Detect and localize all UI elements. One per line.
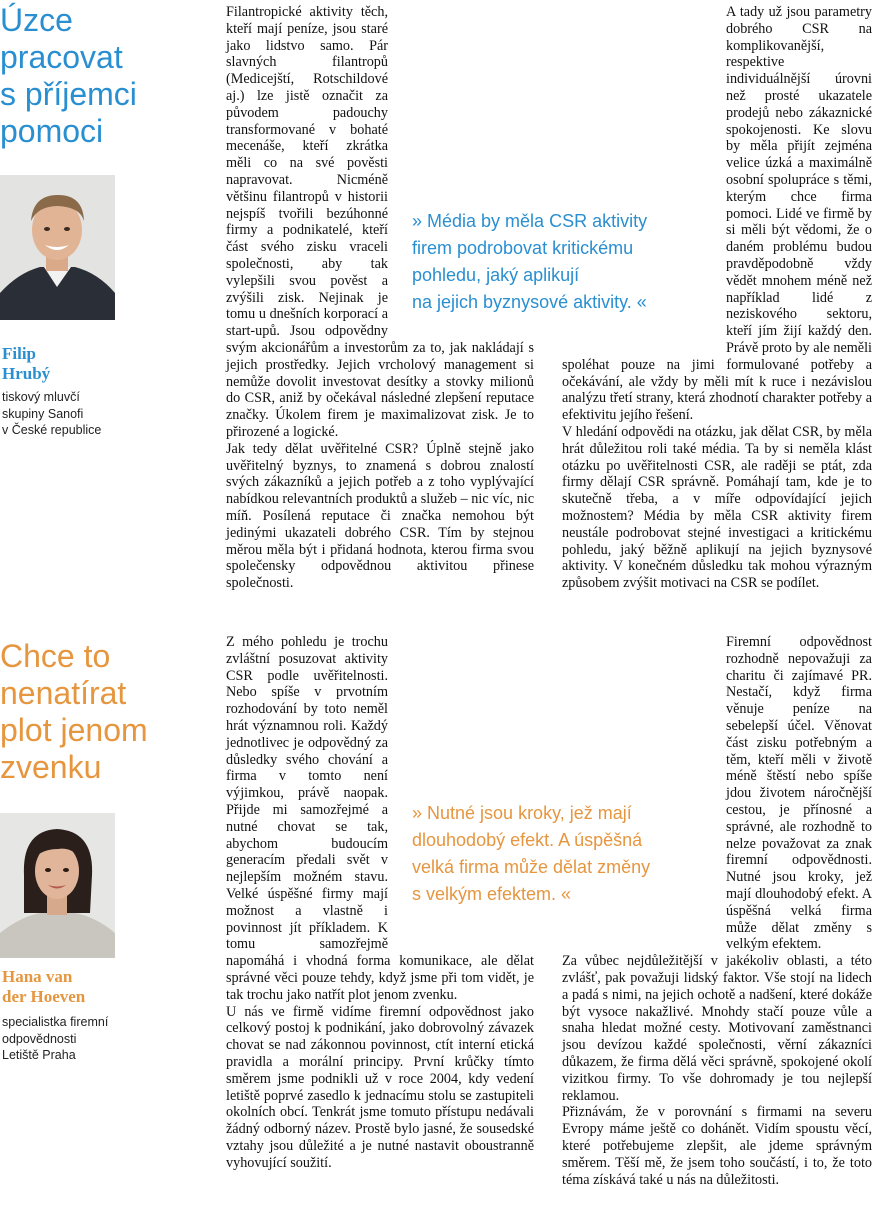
quote-line: » Nutné jsou kroky, jež mají (412, 803, 632, 823)
paragraph: Přiznávám, že v porovnání s firmami na severu Evropy máme ještě co dohánět. Vidím spoustu věcí, které potřebujeme zlepšit, ale jdeme správným směrem. Těší mě, že jsem toho součástí, i to, že toto téma získává také u nás na důležitosti. (562, 1104, 872, 1188)
title-line: pomoci (0, 113, 104, 149)
section-1-title (0, 2, 215, 150)
person-role-line: specialistka firemní (2, 1015, 109, 1029)
paragraph: Za vůbec nejdůležitější v jakékoliv oblasti, a této zvlášť, pak považuji lidský faktor. Vše stojí na lidech a padá s nimi, na jejich ochotě a nadšení, které dokáže být vysoce nakažlivé. Mnohdy stačí pouze vůle a snaha hledat možné cesty. Motivovaní zaměstnanci jsou devízou každé společnosti, věrní zákazníci důkazem, že firma dělá věci správně, spokojené okolí vizitkou firmy. To vše dohromady je tou nejlepší reklamou. (562, 953, 872, 1104)
article-column-right (562, 634, 872, 1188)
person-name-line: Hrubý (2, 364, 51, 383)
person-name-line: Filip (2, 344, 37, 363)
title-line: s příjemci (0, 76, 137, 112)
title-line: nenatírat (0, 675, 127, 711)
pull-quote (412, 208, 717, 316)
quote-line: dlouhodobý efekt. A úspěšná (412, 830, 643, 850)
portrait-photo-filip-hruby (0, 175, 115, 320)
person-name (2, 344, 212, 384)
person-role (2, 389, 212, 439)
person-role-line: v České republice (2, 423, 102, 437)
title-line: zvenku (0, 749, 102, 785)
person-role-line: Letiště Praha (2, 1048, 76, 1062)
paragraph: A tady už jsou parametry dobrého CSR na komplikovanější, respektive individuálnější úrovni než prosté ukazatele prodejů nebo zákaznické spokojenosti. Ke slovu by měla přijít zejména velice úzká a maximálně osobní spolupráce s těmi, kterým chce firma pomoci. Lidé ve firmě by si měli být vědomi, že o daném problému budou pravděpodobně vždy vědět mnohem méně než například lidé z neziskového sektoru, kteří jím žijí každý den. Právě proto by ale neměli spoléhat pouze na jimi formulované potřeby a očekávání, ale vždy by měli mít k ruce i nezávislou analýzu třetí strany, která zhodnotí charakter potřeby a efektivitu jejího řešení. (562, 4, 872, 424)
person-name-line: Hana van (2, 967, 73, 986)
quote-line: firem podrobovat kritickému (412, 238, 634, 258)
paragraph: V hledání odpovědi na otázku, jak dělat CSR, by měla hrát důležitou roli také média. Ta by si neměla klást otázku po uvěřitelnosti CSR, ale raději se ptát, zda firmy dělají CSR správně. Pomáhají tam, kde je to skutečně třeba, a v míře odpovídající jejich možnostem? Média by měla CSR aktivity firem neustále podrobovat stejné investigaci a kritickému pohledu, jaký běžně aplikují na jejich byznysové aktivity. V konečném důsledku tak mohou výrazným způsobem zvýšit motivaci na CSR se podílet. (562, 423, 872, 592)
title-line: Úzce (0, 2, 73, 38)
quote-line: na jejich byznysové aktivity. « (412, 292, 647, 312)
quote-line: velká firma může dělat změny (412, 857, 651, 877)
paragraph: Z mého pohledu je trochu zvláštní posuzovat aktivity CSR podle uvěřitelnosti. Nebo spíše v prvotním rozhodování by toto neměl hrát významnou roli. Každý jednotlivec je odpovědný za důsledky svého chování a firma v tomto není výjimkou, právě naopak. Přijde mi samozřejmé a nutné chovat se tak, abychom budoucím generacím předali svět v nejlepším možném stavu. Velké úspěšné firmy mají možnost a vlastně i povinnost jít příkladem. K tomu samozřejmě napomáhá i vhodná forma komunikace, ale dělat správné věci pouze tehdy, když jsme při tom vidět, je tak trochu jako natřít plot jenom zvenku. (226, 634, 534, 1003)
person-name (2, 967, 212, 1007)
paragraph: Firemní odpovědnost rozhodně nepovažuji za charitu či zajímavé PR. Nestačí, když firma věnuje peníze na sebelepší účel. Věnovat část zisku potřebným a těm, kteří měli v životě méně štěstí nebo spíše jdou životem náročnější cestou, je přínosné a správné, ale rozhodně to nelze považovat za znak firemní odpovědnosti. Nutné jsou kroky, jež mají dlouhodobý efekt. A úspěšná velká firma může dělat změny s velkým efektem. (726, 634, 872, 953)
person-role (2, 1014, 212, 1064)
paragraph: Jak tedy dělat uvěřitelné CSR? Úplně stejně jako uvěřitelný byznys, to znamená s dobrou znalostí svých zákazníků a jejich potřeb a z toho vyplývající nabídkou relevantních produktů a služeb – nic víc, nic míň. Posílená reputace či značka nemohou být jedinými ukazateli dobrého CSR. Tím by stejnou měrou měla být i přidaná hodnota, kterou firma svou společensky odpovědnou aktivitou přinese společnosti. (226, 440, 534, 592)
article-section-2 (0, 630, 874, 1205)
section-2-title (0, 638, 215, 786)
portrait-man-image (0, 175, 115, 320)
title-line: pracovat (0, 39, 123, 75)
title-line: Chce to (0, 638, 111, 674)
person-role-line: skupiny Sanofi (2, 406, 84, 421)
paragraph: Filantropické aktivity těch, kteří mají peníze, jsou staré jako lidstvo samo. Pár slavných filantropů (Medicejští, Rotschildové aj.) lze jistě označit za původem padouchy transformované v bohaté mecenáše, kteří zkrátka měli co na své pověsti napravovat. Nicméně většinu filantropů v historii nejspíš tvořili bezúhonné firmy a podnikatelé, kteří část svého zisku vraceli společnosti, aby tak vylepšili svou pověst a zvýšili zisk. Nejinak je tomu u dnešních korporací a start-upů. Jsou odpovědny svým akcionářům a investorům za to, jak nakládají s jejich prostředky. Jejich vrcholový management si nemůže dovolit investovat desítky a stovky milionů do CSR, aniž by očekával následné zlepšení reputace značky. Úkolem firem je maximalizovat zisk. Je to přirozené a logické. (226, 4, 534, 440)
person-role-line: odpovědnosti (2, 1031, 77, 1046)
person-name-line: der Hoeven (2, 987, 86, 1006)
portrait-woman-image (0, 813, 115, 958)
quote-line: s velkým efektem. « (412, 884, 572, 904)
portrait-photo-hana-van-der-hoeven (0, 813, 115, 958)
paragraph: U nás ve firmě vidíme firemní odpovědnost jako celkový postoj k podnikání, jako dobrovolný závazek chovat se nad zákonnou povinnost, ctít interní etická pravidla a morální principy. První krůčky tímto směrem jsme podnikli už v roce 2004, kdy vedení letiště poprvé zasedlo k jednacímu stolu se zastupiteli okolních obcí. Tenkrát jsme tomuto přístupu nedávali žádný odborný název. Prostě bylo jasné, že sousedské vztahy jsou důležité a je nutné nastavit oboustranně vyhovující soužití. (226, 1003, 534, 1171)
quote-line: pohledu, jaký aplikují (412, 265, 580, 285)
person-role-line: tiskový mluvčí (2, 390, 80, 404)
quote-line: » Média by měla CSR aktivity (412, 211, 648, 231)
pull-quote (412, 800, 717, 908)
title-line: plot jenom (0, 712, 148, 748)
